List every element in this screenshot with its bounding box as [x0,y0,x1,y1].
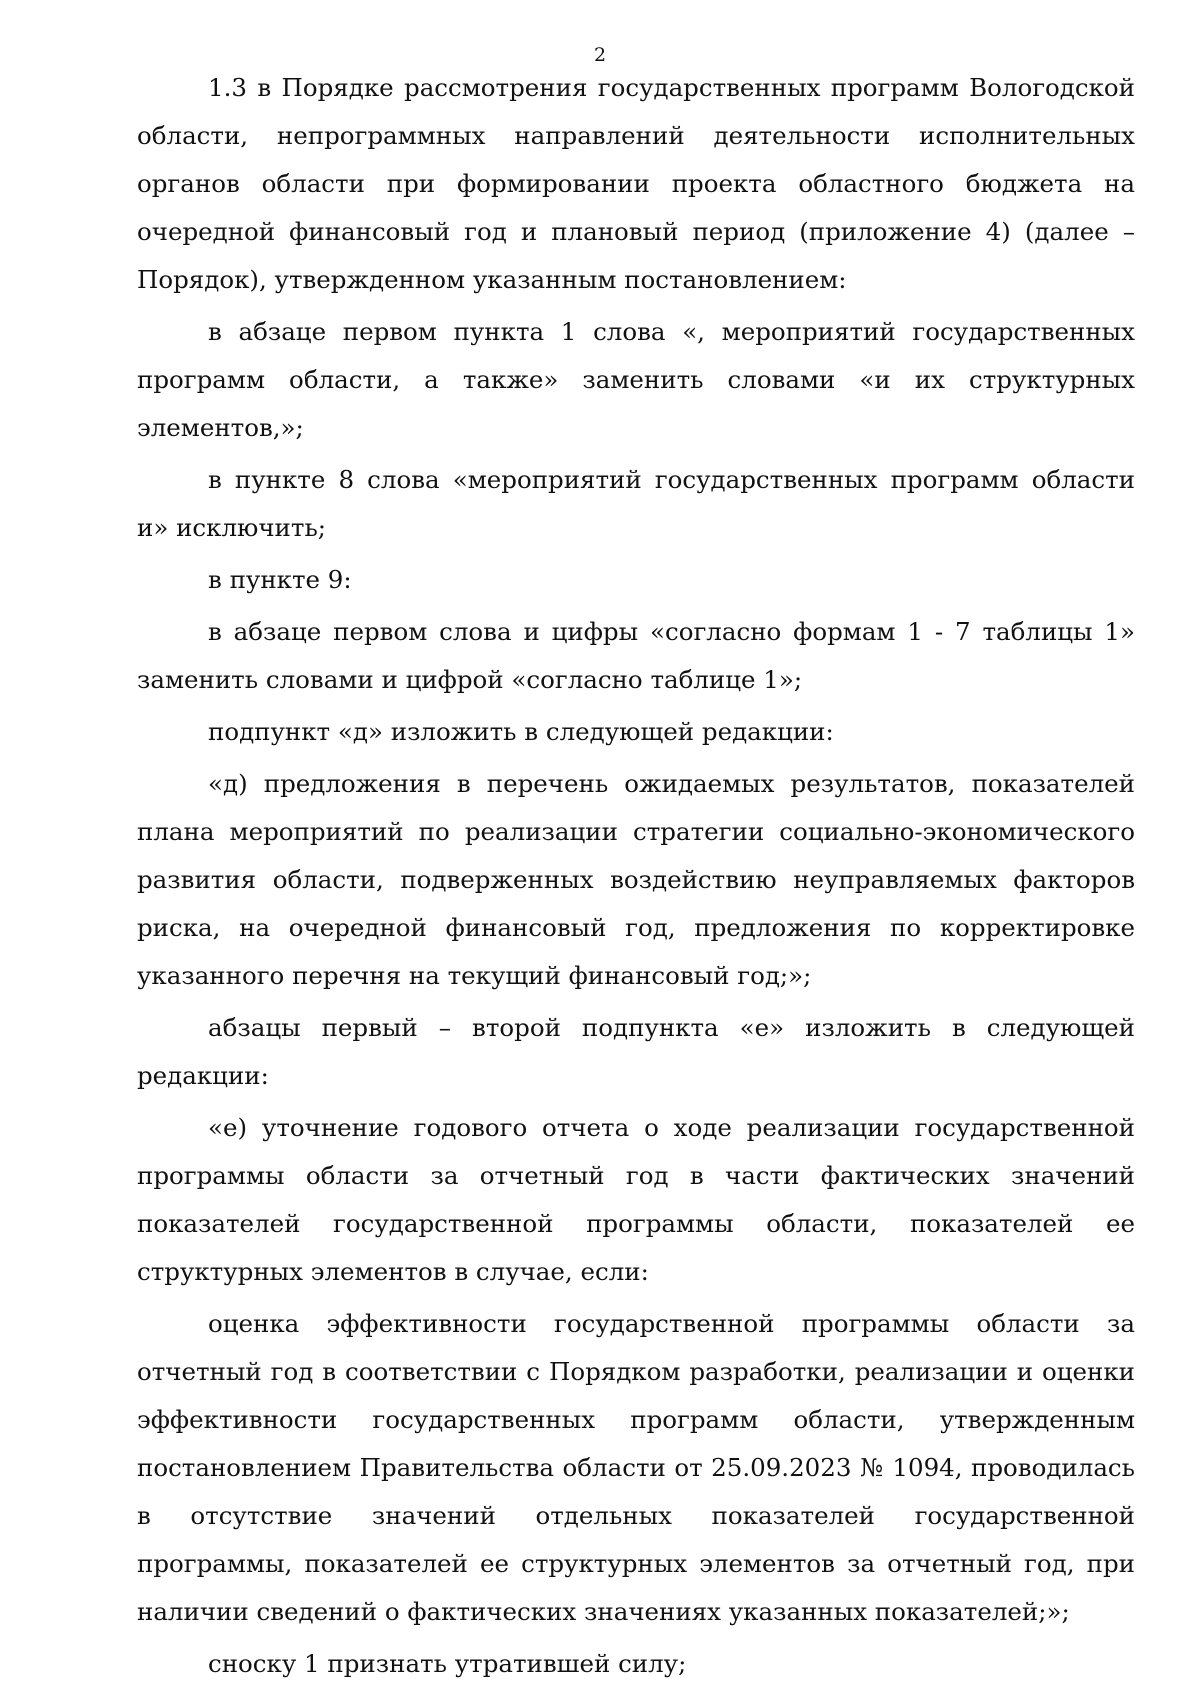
paragraph-efficiency-assessment: оценка эффективности государственной программы области за отчетный год в соответствии с Порядком разработки, реализации и оценки эффективности государственных программ области, утвержденным постановлением Правительства области от 25.09.2023 № 1094, проводилась в отсутствие значений отдельных показателей государственной программы, показателей ее структурных элементов за отчетный год, при наличии сведений о фактических значениях указанных показателей;»; [137,1309,1135,1626]
paragraph-point-9-first: в абзаце первом слова и цифры «согласно формам 1 - 7 таблицы 1» заменить словами и цифрой «согласно таблице 1»; [137,617,1135,694]
document-body [137,64,1135,1688]
paragraph-subpoint-e-header: абзацы первый – второй подпункта «е» изложить в следующей редакции: [137,1013,1135,1090]
page-number: 2 [593,44,607,66]
paragraph-subpoint-e-text: «е) уточнение годового отчета о ходе реализации государственной программы области за отчетный год в части фактических значений показателей государственной программы области, показателей ее структурных элементов в случае, если: [137,1113,1135,1286]
paragraph-point-9: в пункте 9: [208,565,352,594]
paragraph-point-1: в абзаце первом пункта 1 слова «, мероприятий государственных программ области, а также» заменить словами «и их структурных элементов,»; [137,317,1135,442]
paragraph-subpoint-d-header: подпункт «д» изложить в следующей редакции: [208,717,834,746]
paragraph-point-8: в пункте 8 слова «мероприятий государственных программ области и» исключить; [137,465,1135,542]
paragraph-1-3-intro: 1.3 в Порядке рассмотрения государственных программ Вологодской области, непрограммных направлений деятельности исполнительных органов области при формировании проекта областного бюджета на очередной финансовый год и плановый период (приложение 4) (далее – Порядок), утвержденном указанным постановлением: [137,73,1135,294]
paragraph-subpoint-d-text: «д) предложения в перечень ожидаемых результатов, показателей плана мероприятий по реализации стратегии социально-экономического развития области, подверженных воздействию неуправляемых факторов риска, на очередной финансовый год, предложения по корректировке указанного перечня на текущий финансовый год;»; [137,769,1135,990]
paragraph-footnote-1: сноску 1 признать утратившей силу; [208,1649,687,1678]
